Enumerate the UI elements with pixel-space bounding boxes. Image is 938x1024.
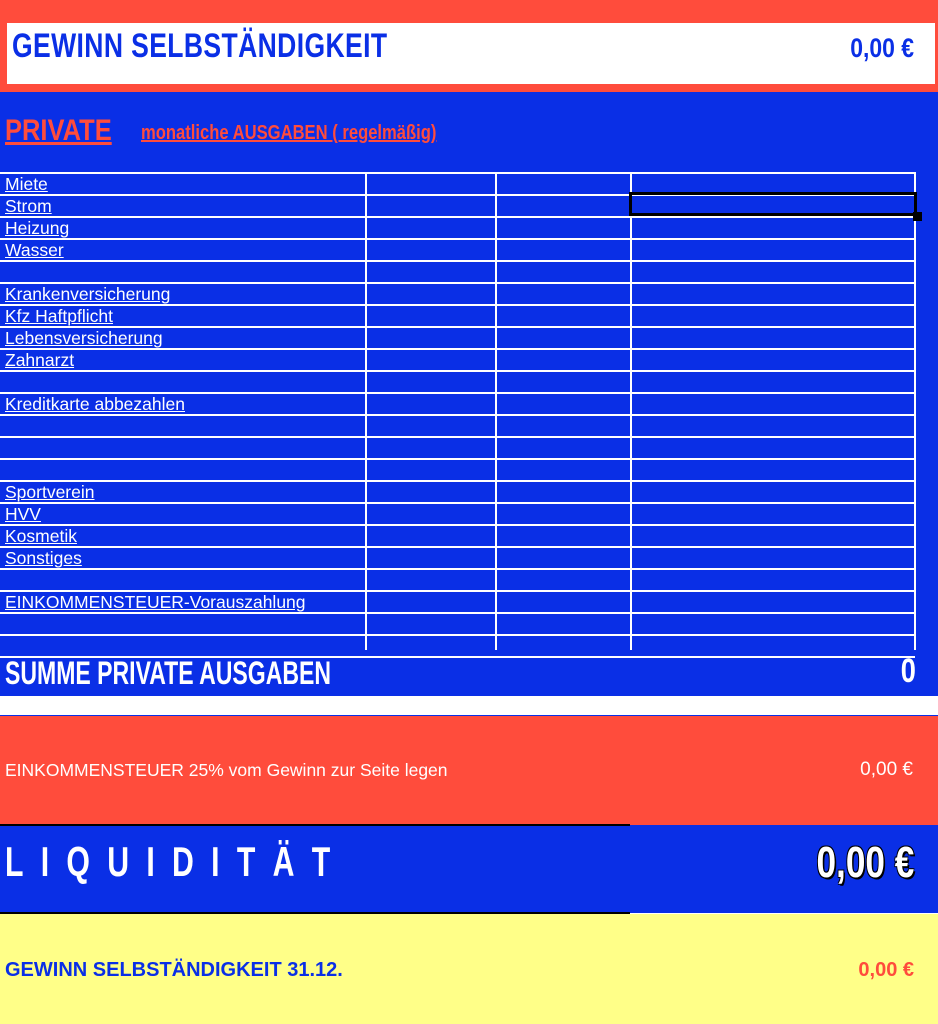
private-subtitle: monatliche AUSGABEN ( regelmäßig) <box>141 122 437 144</box>
grid-row-line <box>0 238 915 240</box>
expense-row-label[interactable]: Kosmetik <box>5 526 77 546</box>
expense-row-label[interactable]: Kreditkarte abbezahlen <box>5 394 185 414</box>
expense-row-label[interactable]: Krankenversicherung <box>5 284 171 304</box>
grid-column-line <box>365 172 367 650</box>
sum-label: SUMME PRIVATE AUSGABEN <box>5 655 331 691</box>
grid-column-line <box>914 172 916 650</box>
expense-row-label[interactable]: Strom <box>5 196 52 216</box>
expense-row-label[interactable]: Miete <box>5 174 48 194</box>
grid-row-line <box>0 370 915 372</box>
grid-column-line <box>495 172 497 650</box>
grid-row-line <box>0 546 915 548</box>
expense-row-label[interactable]: Kfz Haftpflicht <box>5 306 113 326</box>
header-title: GEWINN SELBSTÄNDIGKEIT <box>12 27 388 65</box>
sum-value[interactable]: 0 <box>900 652 916 690</box>
expense-row-label[interactable]: Wasser <box>5 240 64 260</box>
expense-row-label[interactable]: Zahnarzt <box>5 350 75 370</box>
grid-row-line <box>0 216 915 218</box>
tax-value[interactable]: 0,00 € <box>860 759 913 780</box>
grid-row-line <box>0 348 915 350</box>
grid-row-line <box>0 612 915 614</box>
expense-row-label[interactable]: Sonstiges <box>5 548 82 568</box>
liquidity-top-border <box>0 824 630 826</box>
grid-row-line <box>0 414 915 416</box>
grid-row-line <box>0 480 915 482</box>
grid-row-line <box>0 436 915 438</box>
expense-row-label[interactable]: Lebensversicherung <box>5 328 163 348</box>
grid-row-line <box>0 568 915 570</box>
year-end-value[interactable]: 0,00 € <box>858 959 914 981</box>
tax-label: EINKOMMENSTEUER 25% vom Gewinn zur Seite legen <box>5 760 448 780</box>
expense-row-label[interactable]: HVV <box>5 504 41 524</box>
expense-row-label[interactable]: EINKOMMENSTEUER-Vorauszahlung <box>5 592 306 612</box>
fill-handle[interactable] <box>913 212 922 221</box>
grid-row-line <box>0 260 915 262</box>
expense-row-label[interactable]: Sportverein <box>5 482 95 502</box>
grid-row-line <box>0 524 915 526</box>
grid-row-line <box>0 634 915 636</box>
grid-row-line <box>0 304 915 306</box>
liquidity-label: LIQUIDITÄT <box>5 838 348 885</box>
grid-row-line <box>0 502 915 504</box>
grid-row-line <box>0 458 915 460</box>
selected-cell[interactable] <box>629 192 917 216</box>
liquidity-value[interactable]: 0,00 € <box>816 838 914 887</box>
expense-row-label[interactable]: Heizung <box>5 218 70 238</box>
year-end-label: GEWINN SELBSTÄNDIGKEIT 31.12. <box>5 959 343 981</box>
private-title: PRIVATE <box>5 114 112 147</box>
grid-column-line <box>630 172 632 650</box>
header-value[interactable]: 0,00 € <box>850 33 914 63</box>
grid-row-line <box>0 172 915 174</box>
